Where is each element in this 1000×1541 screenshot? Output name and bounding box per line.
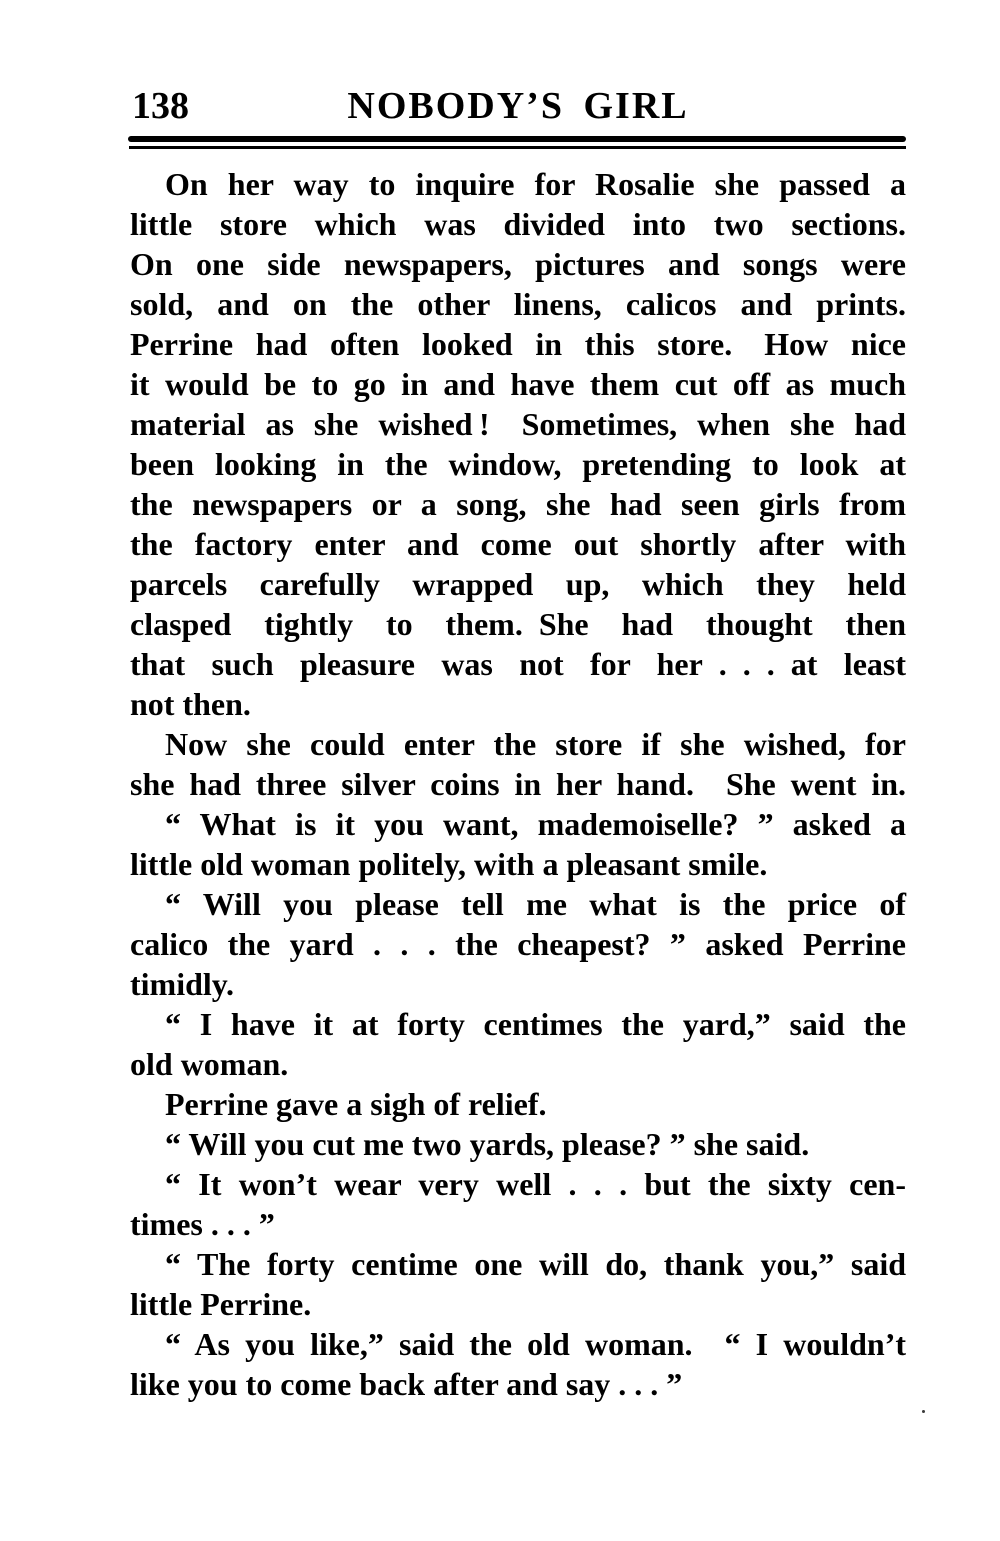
text-line: times . . . ”: [130, 1206, 275, 1242]
text-line: been looking in the window, pretending to look at: [130, 446, 906, 482]
header-rule-thick: [128, 136, 906, 142]
text-line: calico the yard . . . the cheapest? ” asked Perrine: [130, 926, 906, 962]
text-line: old woman.: [130, 1046, 289, 1082]
text-line: not then.: [130, 686, 251, 722]
paragraph: [130, 1244, 906, 1324]
text-line: sold, and on the other linens, calicos and prints.: [130, 286, 906, 322]
text-line: the factory enter and come out shortly after with: [130, 526, 906, 562]
paragraph: [130, 1324, 906, 1404]
paragraph: [130, 1124, 906, 1164]
text-line: “ As you like,” said the old woman. “ I wouldn’t: [165, 1326, 906, 1362]
text-line: “ Will you please tell me what is the price of: [165, 886, 906, 922]
header-rule-thin: [129, 146, 906, 149]
paragraph: [130, 804, 906, 884]
text-line: Perrine gave a sigh of relief.: [165, 1086, 547, 1122]
paragraph: [130, 1164, 906, 1244]
text-line: timidly.: [130, 966, 235, 1002]
text-line: clasped tightly to them. She had thought then: [130, 606, 906, 642]
text-line: material as she wished ! Sometimes, when she had: [130, 406, 906, 442]
text-line: she had three silver coins in her hand. She went in.: [130, 766, 906, 802]
text-line: Now she could enter the store if she wished, for: [165, 726, 906, 762]
text-line: little store which was divided into two sections.: [130, 206, 906, 242]
text-line: “ It won’t wear very well . . . but the sixty cen-: [165, 1166, 906, 1202]
running-title: NOBODY’S GIRL: [347, 85, 689, 127]
paragraph: [130, 724, 906, 804]
text-line: the newspapers or a song, she had seen girls from: [130, 486, 906, 522]
paragraph: [130, 884, 906, 1004]
paragraph: [130, 1004, 906, 1084]
text-line: it would be to go in and have them cut off as much: [130, 366, 906, 402]
paragraph: [130, 1084, 906, 1124]
text-line: little Perrine.: [130, 1286, 312, 1322]
text-line: Perrine had often looked in this store. How nice: [130, 326, 906, 362]
text-line: like you to come back after and say . . . ”: [130, 1366, 683, 1402]
text-line: On one side newspapers, pictures and songs were: [130, 246, 906, 282]
text-line: little old woman politely, with a pleasant smile.: [130, 846, 768, 882]
text-line: “ The forty centime one will do, thank you,” said: [165, 1246, 906, 1282]
text-line: “ Will you cut me two yards, please? ” she said.: [165, 1126, 810, 1162]
page-number: 138: [132, 85, 189, 127]
text-line: “ What is it you want, mademoiselle? ” asked a: [165, 806, 906, 842]
text-line: On her way to inquire for Rosalie she passed a: [165, 166, 906, 202]
scan-speck: [922, 1410, 925, 1413]
text-line: parcels carefully wrapped up, which they held: [130, 566, 906, 602]
page-header: [130, 86, 906, 126]
text-line: that such pleasure was not for her . . . at least: [130, 646, 906, 682]
paragraph: [130, 164, 906, 724]
text-line: “ I have it at forty centimes the yard,” said the: [165, 1006, 906, 1042]
page-body: [130, 164, 906, 1404]
